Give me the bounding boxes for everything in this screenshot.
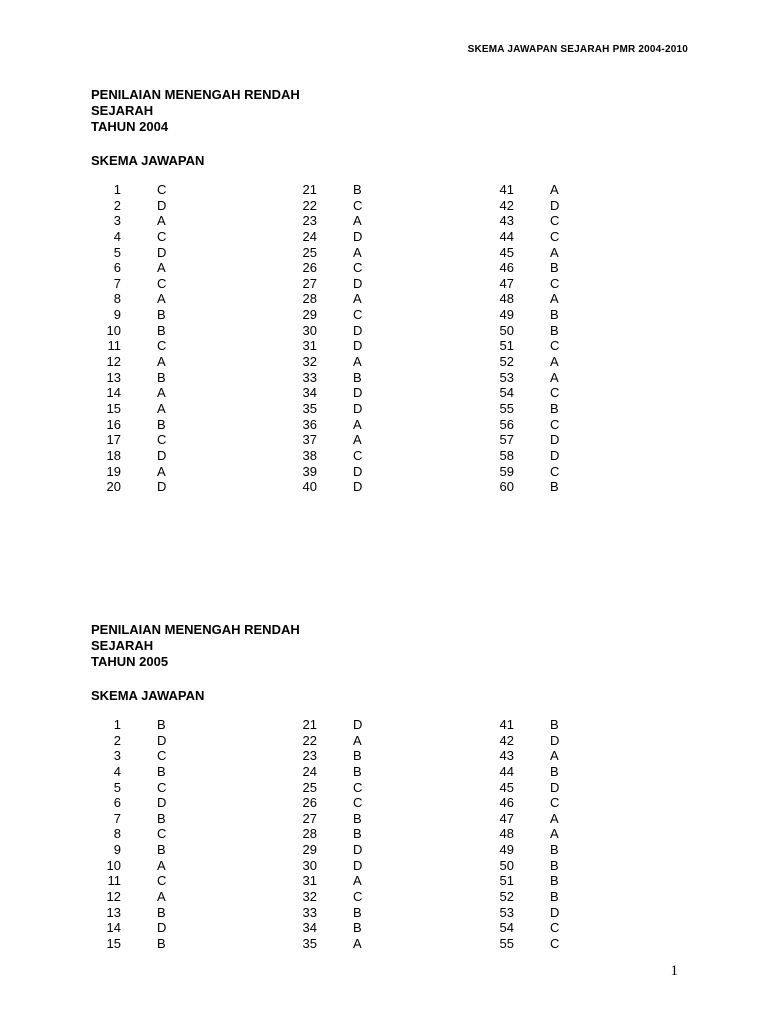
question-number: 13 — [106, 904, 121, 920]
answer-letter: C — [550, 935, 560, 951]
question-number: 47 — [499, 810, 514, 826]
question-number: 44 — [499, 228, 514, 244]
question-number: 31 — [302, 873, 317, 889]
question-number: 19 — [106, 463, 121, 479]
answer-letter: A — [550, 354, 559, 370]
question-number: 55 — [499, 400, 514, 416]
answer-table — [91, 717, 691, 952]
answer-letter: D — [353, 842, 363, 858]
question-number: 6 — [113, 795, 121, 811]
answer-letter: D — [353, 228, 363, 244]
question-number: 56 — [499, 416, 514, 432]
question-number: 39 — [302, 463, 317, 479]
answer-letter: B — [550, 763, 559, 779]
answer-letter: B — [353, 810, 362, 826]
question-number: 23 — [302, 748, 317, 764]
question-number: 21 — [302, 717, 317, 732]
answer-letter: B — [550, 322, 559, 338]
question-number: 47 — [499, 275, 514, 291]
year-title: TAHUN 2005 — [91, 654, 169, 669]
answer-letter: B — [157, 842, 166, 858]
question-number: 51 — [499, 338, 514, 354]
question-number: 24 — [302, 763, 317, 779]
scheme-title: SKEMA JAWAPAN — [91, 688, 205, 703]
question-number: 7 — [113, 275, 121, 291]
question-number: 54 — [499, 920, 514, 936]
answer-letter: C — [550, 338, 560, 354]
answer-letter: C — [550, 385, 560, 401]
answer-letter: B — [550, 717, 559, 732]
question-number: 51 — [499, 873, 514, 889]
question-number: 54 — [499, 385, 514, 401]
answer-letter: A — [353, 244, 362, 260]
question-number: 37 — [302, 432, 317, 448]
question-number: 48 — [499, 826, 514, 842]
answer-letter: D — [157, 920, 167, 936]
question-number: 24 — [302, 228, 317, 244]
question-number: 10 — [106, 322, 121, 338]
question-number: 46 — [499, 795, 514, 811]
question-number: 45 — [499, 244, 514, 260]
answer-letter: A — [353, 416, 362, 432]
question-number: 50 — [499, 857, 514, 873]
answer-letter: C — [550, 228, 560, 244]
question-number: 42 — [499, 197, 514, 213]
question-number: 57 — [499, 432, 514, 448]
answer-letter: C — [550, 795, 560, 811]
question-number: 22 — [302, 732, 317, 748]
question-number: 29 — [302, 842, 317, 858]
scheme-title: SKEMA JAWAPAN — [91, 153, 205, 168]
question-number: 9 — [113, 307, 121, 323]
question-number: 35 — [302, 400, 317, 416]
answer-letter: B — [157, 904, 166, 920]
question-number: 23 — [302, 213, 317, 229]
answer-letter: B — [353, 904, 362, 920]
question-number: 14 — [106, 920, 121, 936]
answer-letter: C — [353, 779, 363, 795]
answer-letter: C — [157, 228, 167, 244]
answer-letter: B — [157, 416, 166, 432]
answer-letter: B — [550, 260, 559, 276]
answer-letter: B — [550, 889, 559, 905]
answer-letter: B — [550, 400, 559, 416]
answer-letter: A — [550, 810, 559, 826]
answer-letter: C — [353, 307, 363, 323]
answer-letter: D — [157, 479, 167, 495]
question-number: 28 — [302, 826, 317, 842]
question-number: 59 — [499, 463, 514, 479]
question-number: 38 — [302, 447, 317, 463]
question-number: 5 — [113, 779, 121, 795]
answer-letter: C — [157, 182, 167, 197]
answer-letter: B — [353, 369, 362, 385]
question-number: 28 — [302, 291, 317, 307]
answer-letter: A — [157, 857, 166, 873]
answer-letter: A — [157, 291, 166, 307]
answer-letter: A — [550, 369, 559, 385]
question-number: 21 — [302, 182, 317, 197]
question-number: 49 — [499, 842, 514, 858]
answer-letter: D — [157, 795, 167, 811]
answer-letter: D — [353, 479, 363, 495]
question-number: 36 — [302, 416, 317, 432]
answer-letter: A — [353, 935, 362, 951]
answer-section-2005 — [91, 622, 691, 952]
answer-letter: C — [353, 447, 363, 463]
question-number: 20 — [106, 479, 121, 495]
question-number: 42 — [499, 732, 514, 748]
question-number: 3 — [113, 213, 121, 229]
question-number: 5 — [113, 244, 121, 260]
answer-letter: D — [353, 463, 363, 479]
answer-letter: B — [353, 182, 362, 197]
answer-letter: B — [550, 307, 559, 323]
question-number: 6 — [113, 260, 121, 276]
question-number: 58 — [499, 447, 514, 463]
question-number: 53 — [499, 369, 514, 385]
answer-letter: D — [353, 400, 363, 416]
question-number: 15 — [106, 935, 121, 951]
question-number: 50 — [499, 322, 514, 338]
question-number: 1 — [113, 182, 121, 197]
question-number: 27 — [302, 275, 317, 291]
question-number: 33 — [302, 904, 317, 920]
question-number: 14 — [106, 385, 121, 401]
answer-letter: A — [550, 826, 559, 842]
answer-letter: A — [157, 213, 166, 229]
answer-section-2004 — [91, 87, 691, 495]
answer-letter: B — [550, 479, 559, 495]
answer-letter: A — [353, 213, 362, 229]
question-number: 7 — [113, 810, 121, 826]
answer-letter: A — [550, 748, 559, 764]
question-number: 43 — [499, 213, 514, 229]
answer-letter: A — [353, 291, 362, 307]
answer-letter: A — [353, 732, 362, 748]
question-number: 26 — [302, 260, 317, 276]
question-number: 2 — [113, 197, 121, 213]
question-number: 2 — [113, 732, 121, 748]
answer-letter: A — [157, 400, 166, 416]
answer-letter: C — [353, 795, 363, 811]
answer-letter: C — [353, 197, 363, 213]
question-number: 34 — [302, 920, 317, 936]
question-number: 52 — [499, 354, 514, 370]
answer-letter: B — [157, 307, 166, 323]
question-number: 25 — [302, 779, 317, 795]
question-number: 1 — [113, 717, 121, 732]
answer-letter: D — [550, 904, 560, 920]
answer-letter: C — [157, 432, 167, 448]
answer-letter: D — [550, 432, 560, 448]
answer-letter: B — [550, 842, 559, 858]
answer-letter: C — [157, 748, 167, 764]
question-number: 60 — [499, 479, 514, 495]
question-number: 41 — [499, 182, 514, 197]
answer-letter: B — [157, 763, 166, 779]
question-number: 35 — [302, 935, 317, 951]
question-number: 52 — [499, 889, 514, 905]
answer-letter: C — [353, 889, 363, 905]
exam-title: PENILAIAN MENENGAH RENDAH — [91, 87, 300, 102]
question-number: 53 — [499, 904, 514, 920]
year-title: TAHUN 2004 — [91, 119, 169, 134]
question-number: 49 — [499, 307, 514, 323]
question-number: 29 — [302, 307, 317, 323]
question-number: 43 — [499, 748, 514, 764]
question-number: 33 — [302, 369, 317, 385]
answer-letter: C — [157, 338, 167, 354]
answer-letter: B — [157, 369, 166, 385]
answer-letter: C — [550, 920, 560, 936]
question-number: 40 — [302, 479, 317, 495]
answer-letter: D — [353, 717, 363, 732]
answer-letter: D — [353, 275, 363, 291]
question-number: 9 — [113, 842, 121, 858]
answer-letter: C — [550, 275, 560, 291]
answer-letter: A — [157, 889, 166, 905]
answer-table — [91, 182, 691, 495]
answer-letter: D — [353, 322, 363, 338]
answer-letter: B — [353, 763, 362, 779]
question-number: 55 — [499, 935, 514, 951]
question-number: 11 — [107, 873, 121, 889]
subject-title: SEJARAH — [91, 103, 154, 118]
question-number: 4 — [113, 228, 121, 244]
answer-letter: A — [157, 354, 166, 370]
answer-letter: B — [353, 826, 362, 842]
question-number: 44 — [499, 763, 514, 779]
answer-letter: D — [550, 732, 560, 748]
question-number: 13 — [106, 369, 121, 385]
answer-letter: D — [157, 244, 167, 260]
question-number: 12 — [106, 354, 121, 370]
question-number: 3 — [113, 748, 121, 764]
answer-letter: A — [353, 354, 362, 370]
answer-letter: C — [157, 826, 167, 842]
answer-letter: C — [157, 779, 167, 795]
answer-letter: D — [353, 338, 363, 354]
question-number: 22 — [302, 197, 317, 213]
question-number: 10 — [106, 857, 121, 873]
question-number: 31 — [302, 338, 317, 354]
question-number: 41 — [499, 717, 514, 732]
answer-letter: C — [353, 260, 363, 276]
answer-letter: B — [353, 920, 362, 936]
answer-letter: D — [550, 779, 560, 795]
answer-letter: D — [550, 447, 560, 463]
question-number: 30 — [302, 322, 317, 338]
question-number: 32 — [302, 889, 317, 905]
question-number: 46 — [499, 260, 514, 276]
answer-letter: D — [157, 447, 167, 463]
question-number: 45 — [499, 779, 514, 795]
answer-letter: B — [157, 810, 166, 826]
question-number: 12 — [106, 889, 121, 905]
answer-letter: C — [550, 463, 560, 479]
question-number: 16 — [106, 416, 121, 432]
answer-letter: D — [550, 197, 560, 213]
page-number: 1 — [670, 963, 678, 979]
answer-letter: A — [550, 244, 559, 260]
question-number: 11 — [107, 338, 121, 354]
running-header: SKEMA JAWAPAN SEJARAH PMR 2004-2010 — [467, 44, 688, 55]
answer-letter: B — [353, 748, 362, 764]
answer-letter: B — [157, 322, 166, 338]
question-number: 8 — [113, 826, 121, 842]
question-number: 4 — [113, 763, 121, 779]
answer-letter: A — [157, 385, 166, 401]
answer-letter: A — [550, 291, 559, 307]
answer-letter: A — [157, 260, 166, 276]
answer-letter: D — [353, 857, 363, 873]
answer-letter: A — [157, 463, 166, 479]
question-number: 26 — [302, 795, 317, 811]
answer-letter: C — [157, 873, 167, 889]
question-number: 18 — [106, 447, 121, 463]
answer-letter: A — [353, 432, 362, 448]
question-number: 34 — [302, 385, 317, 401]
question-number: 8 — [113, 291, 121, 307]
answer-letter: A — [550, 182, 559, 197]
question-number: 25 — [302, 244, 317, 260]
question-number: 27 — [302, 810, 317, 826]
answer-letter: B — [157, 935, 166, 951]
question-number: 15 — [106, 400, 121, 416]
answer-letter: B — [550, 873, 559, 889]
answer-letter: D — [157, 197, 167, 213]
question-number: 32 — [302, 354, 317, 370]
answer-letter: C — [550, 416, 560, 432]
answer-letter: D — [157, 732, 167, 748]
question-number: 30 — [302, 857, 317, 873]
subject-title: SEJARAH — [91, 638, 154, 653]
question-number: 17 — [106, 432, 121, 448]
question-number: 48 — [499, 291, 514, 307]
answer-letter: B — [550, 857, 559, 873]
answer-letter: A — [353, 873, 362, 889]
answer-letter: C — [550, 213, 560, 229]
answer-letter: B — [157, 717, 166, 732]
answer-letter: D — [353, 385, 363, 401]
exam-title: PENILAIAN MENENGAH RENDAH — [91, 622, 300, 637]
answer-letter: C — [157, 275, 167, 291]
